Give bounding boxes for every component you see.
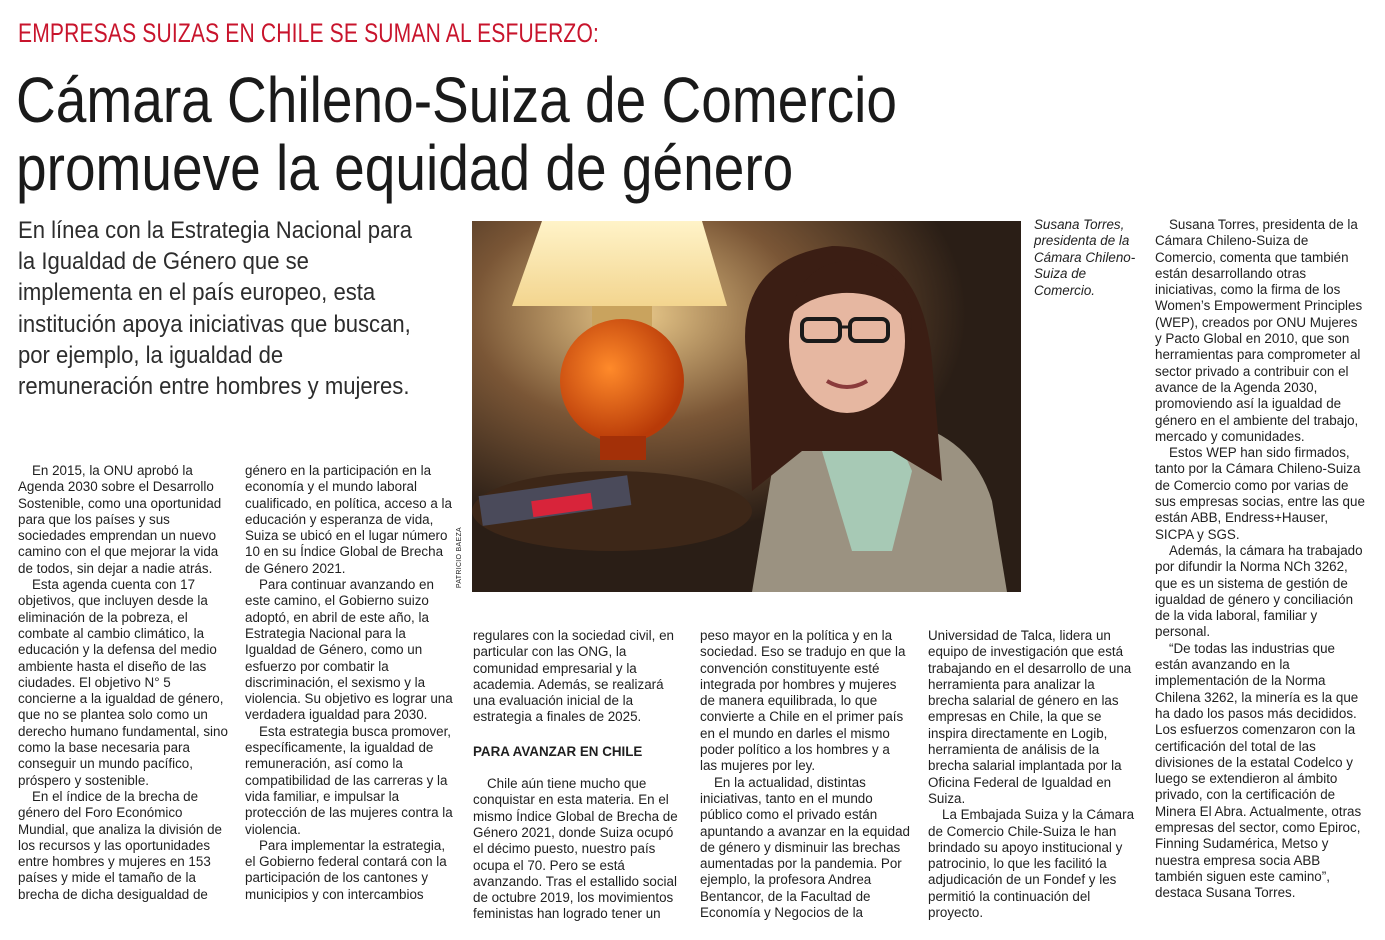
- paragraph: Susana Torres, presidenta de la Cámara Chileno-Suiza de Comercio, comenta que también están desarrollando otras iniciativas, como la firma de los Women’s Empowerment Principles (WEP), creados por ONU Mujeres y Pacto Global en 2010, que son herramientas para comprometer al sector privado a contribuir con el avance de la Agenda 2030, promoviendo así la igualdad de género en el ambiente del trabajo, mercado y comunidades.: [1155, 217, 1363, 444]
- paragraph: En 2015, la ONU aprobó la Agenda 2030 sobre el Desarrollo Sostenible, como una oportunidad para que los países y sus sociedades emprendan un nuevo camino con el que mejorar la vida de todos, sin dejar a nadie atrás.: [18, 463, 222, 576]
- section-subhead: PARA AVANZAR EN CHILE: [473, 743, 643, 759]
- headline-line-1: Cámara Chileno-Suiza de Comercio: [16, 64, 898, 136]
- paragraph: En el índice de la brecha de género del Foro Económico Mundial, que analiza la división de los recursos y las oportunidades entre hombres y mujeres en 153 países y mide el tamaño de la brecha de dicha desigualdad de: [18, 788, 222, 902]
- column-3: [473, 628, 683, 923]
- headline: [16, 66, 897, 202]
- paragraph: Para continuar avanzando en este camino, el Gobierno suizo adoptó, en abril de este año, la Estrategia Nacional para la Igualdad de Género, como un esfuerzo por combatir la discriminación, el sexismo y la violencia. Su objetivo es lograr una verdadera igualdad para 2030.: [245, 577, 453, 723]
- paragraph: regulares con la sociedad civil, en particular con las ONG, la comunidad empresarial y la academia. Además, se realizará una evaluación inicial de la estrategia a finales de 2025.: [473, 628, 674, 725]
- paragraph: Estos WEP han sido firmados, tanto por la Cámara Chileno-Suiza de Comercio como por varias de sus empresas socias, entre las que están ABB, Endress+Hauser, SICPA y SGS.: [1155, 445, 1365, 542]
- column-5: [928, 628, 1138, 921]
- paragraph: Esta estrategia busca promover, específicamente, la igualdad de remuneración, así como la compatibilidad de las carreras y la vida familiar, e impulsar la protección de las mujeres contra la violencia.: [245, 723, 453, 837]
- lead-paragraph: En línea con la Estrategia Nacional para la Igualdad de Género que se implementa en el país europeo, esta institución apoya iniciativas que buscan, por ejemplo, la igualdad de remuneración entre hombres y mujeres.: [18, 217, 413, 401]
- paragraph: Esta agenda cuenta con 17 objetivos, que incluyen desde la eliminación de la pobreza, el combate al cambio climático, la educación y la defensa del medio ambiente hasta el diseño de las ciudades. El objetivo N° 5 concierne a la igualdad de género, que no se plantea solo como un derecho humano fundamental, sino como la base necesaria para conseguir un mundo pacífico, próspero y sostenible.: [18, 577, 228, 788]
- column-1: [18, 463, 228, 903]
- headline-line-2: promueve la equidad de género: [16, 132, 794, 204]
- paragraph: La Embajada Suiza y la Cámara de Comercio Chile-Suiza le han brindado su apoyo institucional y patrocinio, lo que les facilitó la adjudicación de un Fondef y les permitió la continuación del proyecto.: [928, 807, 1135, 921]
- column-4: [700, 628, 910, 921]
- paragraph: Además, la cámara ha trabajado por difundir la Norma NCh 3262, que es un sistema de gestión de igualdad de género y conciliación de la vida laboral, familiar y personal.: [1155, 542, 1363, 640]
- paragraph: peso mayor en la política y en la sociedad. Eso se tradujo en que la convención constituyente esté integrada por hombres y mujeres de manera equilibrada, lo que convierte a Chile en el primer país en el mundo en darles el mismo poder político a los hombres y a las mujeres por ley.: [700, 628, 906, 774]
- kicker: EMPRESAS SUIZAS EN CHILE SE SUMAN AL ESFUERZO:: [18, 18, 600, 48]
- photo-credit: PATRICIO BAEZA: [456, 527, 463, 589]
- paragraph: Universidad de Talca, lidera un equipo de investigación que está trabajando en el desarrollo de una herramienta para analizar la brecha salarial de género en las empresas en Chile, la que se inspira directamente en Logib, herramienta de análisis de la brecha salarial implantada por la Oficina Federal de Igualdad en Suiza.: [928, 628, 1132, 806]
- paragraph: género en la participación en la economía y el mundo laboral cualificado, en política, acceso a la educación y esperanza de vida, Suiza se ubicó en el lugar número 10 en su Índice Global de Brecha de Género 2021.: [245, 463, 452, 576]
- column-2: [245, 463, 455, 903]
- portrait-photo: [472, 221, 1021, 592]
- paragraph: Chile aún tiene mucho que conquistar en esta materia. En el mismo Índice Global de Brecha de Género 2021, donde Suiza ocupó el décimo puesto, nuestro país ocupa el 70. Pero se está avanzando. Tras el estallido social de octubre 2019, los movimientos feministas han logrado tener un: [473, 776, 678, 922]
- paragraph: En la actualidad, distintas iniciativas, tanto en el mundo público como el privado están apuntando a avanzar en la equidad de género y disminuir las brechas aumentadas por la pandemia. Por ejemplo, la profesora Andrea Bentancor, de la Facultad de Economía y Negocios de la: [700, 774, 910, 921]
- paragraph: Para implementar la estrategia, el Gobierno federal contará con la participación de los cantones y municipios y con intercambios: [245, 837, 447, 902]
- paragraph: “De todas las industrias que están avanzando en la implementación de la Norma Chilena 3262, la minería es la que ha dado los pasos más decididos. Los esfuerzos comenzaron con la certificación del total de las divisiones de la estatal Codelco y luego se extendieron al ámbito privado, con la certificación de Minera El Abra. Actualmente, otras empresas del sector, como Epiroc, Finning Sudamérica, Metso y nuestra empresa socia ABB también siguen este camino”, destaca Susana Torres.: [1155, 640, 1362, 901]
- photo-caption: Susana Torres, presidenta de la Cámara Chileno-Suiza de Comercio.: [1034, 217, 1136, 298]
- column-6: [1155, 217, 1365, 901]
